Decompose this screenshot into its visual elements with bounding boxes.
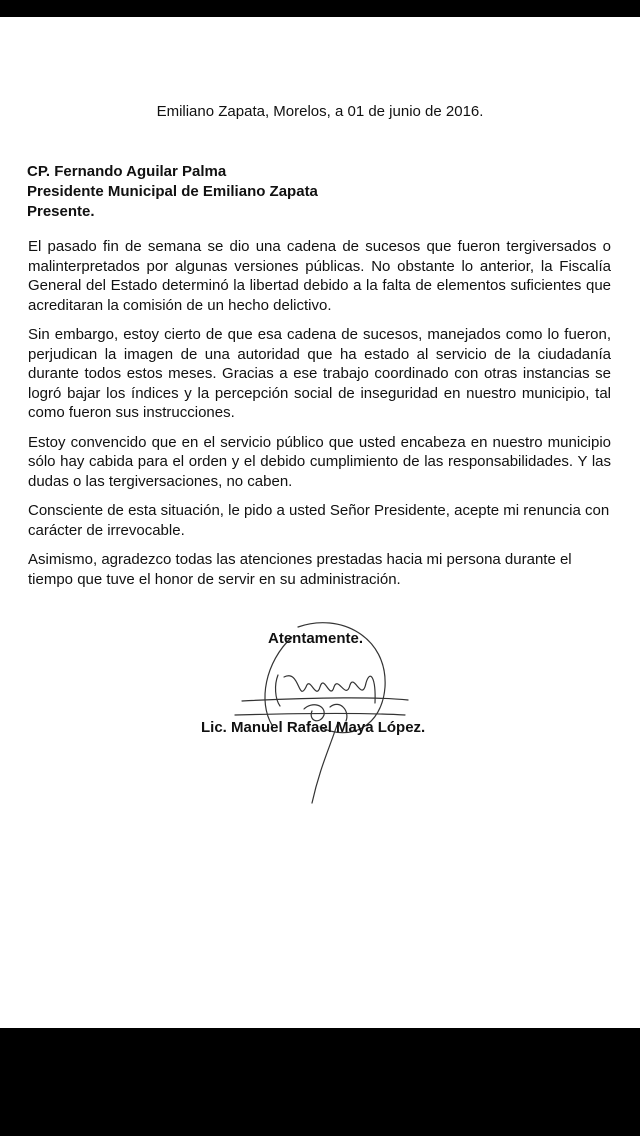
paragraph-3: Estoy convencido que en el servicio público que usted encabeza en nuestro municipio sólo hay cabida para el orden y el debido cumplimiento de las responsabilidades. Y las dudas o las tergiversaciones, no caben.	[28, 433, 611, 490]
recipient-presente: Presente.	[27, 203, 95, 220]
recipient-title: Presidente Municipal de Emiliano Zapata	[27, 183, 318, 200]
paragraph-2: Sin embargo, estoy cierto de que esa cadena de sucesos, manejados como lo fueron, perjudican la imagen de una autoridad que ha estado al servicio de la ciudadanía durante todos estos meses. Gracias a ese trabajo coordinado con otras instancias se logró bajar los índices y la percepción social de inseguridad en nuestro municipio, tal como fueron sus instrucciones.	[28, 326, 611, 421]
letter-body	[28, 237, 611, 599]
bottom-black-bar	[0, 1028, 640, 1136]
recipient-block	[27, 162, 318, 222]
letter-page	[0, 17, 640, 1028]
top-black-bar	[0, 0, 640, 17]
paragraph-1: El pasado fin de semana se dio una cadena de sucesos que fueron tergiversados o malinterpretados por algunas versiones públicas. No obstante lo anterior, la Fiscalía General del Estado determinó la libertad debido a la falta de elementos suficientes que acreditaran la comisión de un hecho delictivo.	[28, 238, 611, 314]
date-line: Emiliano Zapata, Morelos, a 01 de junio de 2016.	[156, 103, 484, 120]
recipient-name: CP. Fernando Aguilar Palma	[27, 163, 227, 180]
signature-block	[180, 607, 460, 807]
paragraph-5: Asimismo, agradezco todas las atenciones prestadas hacia mi persona durante el tiempo que tuve el honor de servir en su administración.	[28, 551, 572, 588]
signer-name: Lic. Manuel Rafael Maya López.	[201, 719, 426, 736]
paragraph-4: Consciente de esta situación, le pido a usted Señor Presidente, acepte mi renuncia con carácter de irrevocable.	[28, 502, 610, 539]
closing-text: Atentamente.	[268, 630, 364, 647]
